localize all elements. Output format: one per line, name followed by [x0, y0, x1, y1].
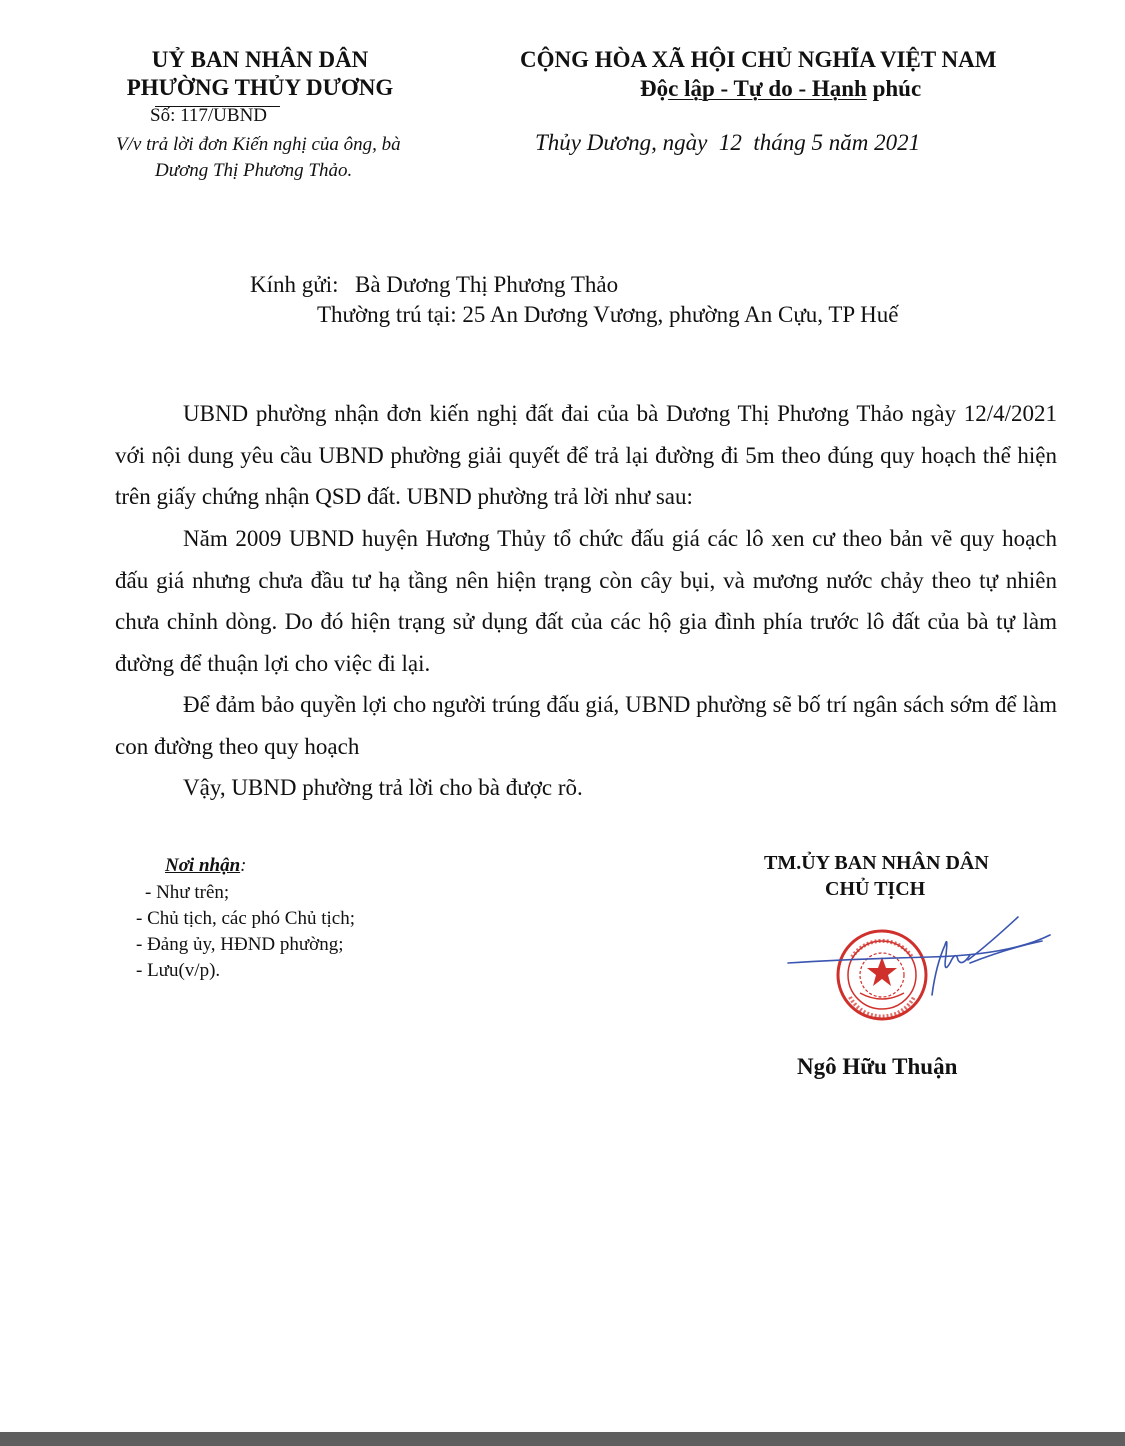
- handwritten-signature-icon: [788, 917, 1050, 995]
- official-seal-icon: [838, 931, 926, 1019]
- motto-prefix: Độ: [640, 76, 669, 101]
- recipient-item: - Lưu(v/p).: [136, 960, 221, 981]
- seal-and-signature-graphic: [780, 905, 1060, 1035]
- place-date: Thủy Dương, ngày 12 tháng 5 năm 2021: [535, 130, 921, 155]
- recipient-item: - Đảng ủy, HĐND phường;: [136, 934, 344, 955]
- org-name-line1: UỶ BAN NHÂN DÂN: [151, 47, 369, 72]
- national-motto: [640, 76, 921, 102]
- signer-name: Ngô Hữu Thuận: [797, 1054, 958, 1079]
- signature-role-line1: TM.ỦY BAN NHÂN DÂN: [764, 852, 989, 874]
- addressee-label: Kính gửi:: [250, 272, 339, 297]
- nation-title: CỘNG HÒA XÃ HỘI CHỦ NGHĨA VIỆT NAM: [520, 47, 997, 72]
- subject-line2: Dương Thị Phương Thảo.: [155, 160, 353, 181]
- page-bottom-bar: [0, 1432, 1125, 1446]
- body-paragraph-1: UBND phường nhận đơn kiến nghị đất đai của bà Dương Thị Phương Thảo ngày 12/4/2021 với nội dung yêu cầu UBND phường giải quyết để trả lại đường đi 5m theo đúng quy hoạch thể hiện trên giấy chứng nhận QSD đất. UBND phường trả lời như sau:: [115, 401, 1057, 509]
- body-paragraph-2: Năm 2009 UBND huyện Hương Thủy tổ chức đấu giá các lô xen cư theo bản vẽ quy hoạch đấu giá nhưng chưa đầu tư hạ tầng nên hiện trạng còn cây bụi, và mương nước chảy theo tự nhiên chưa chỉnh dòng. Do đó hiện trạng sử dụng đất của các hộ gia đình phía trước lô đất của bà tự làm đường để thuận lợi cho việc đi lại.: [115, 526, 1057, 676]
- signature-role-line2: CHỦ TỊCH: [825, 878, 926, 900]
- org-name-line2: PHƯỜNG THỦY DƯƠNG: [126, 75, 394, 100]
- addressee-name: Bà Dương Thị Phương Thảo: [355, 272, 619, 297]
- motto-underlined: c lập - Tự do - Hạnh: [668, 76, 867, 101]
- doc-number: Số: 117/UBND: [150, 105, 268, 126]
- recipients-title-text: Nơi nhận: [165, 855, 241, 876]
- body-paragraph-3: Để đảm bảo quyền lợi cho người trúng đấu giá, UBND phường sẽ bố trí ngân sách sớm để làm con đường theo quy hoạch: [115, 692, 1057, 759]
- subject-line1: V/v trả lời đơn Kiến nghị của ông, bà: [116, 134, 401, 155]
- addressee-residence: Thường trú tại: 25 An Dương Vương, phường An Cựu, TP Huế: [317, 302, 899, 327]
- recipient-item: - Chủ tịch, các phó Chủ tịch;: [136, 908, 355, 929]
- motto-suffix: phúc: [866, 76, 922, 101]
- body-paragraph-4: Vậy, UBND phường trả lời cho bà được rõ.: [183, 775, 583, 800]
- recipient-item: - Như trên;: [145, 882, 230, 903]
- recipients-title: [165, 853, 246, 880]
- recipients-title-colon: :: [240, 855, 247, 876]
